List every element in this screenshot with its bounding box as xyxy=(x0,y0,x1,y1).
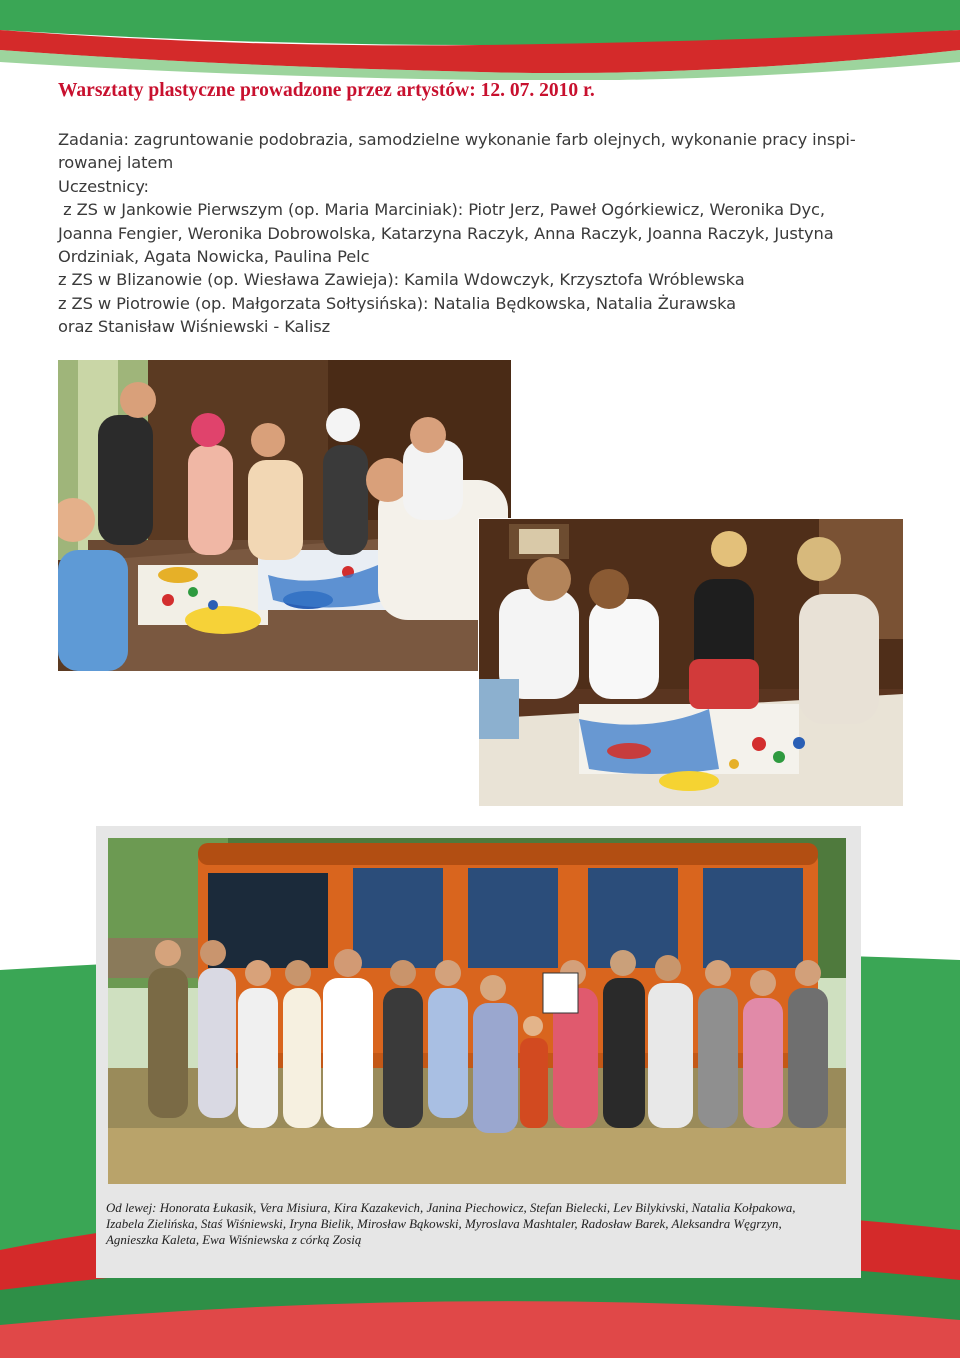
caption-line-3: Agnieszka Kaleta, Ewa Wiśniewska z córką Zosią xyxy=(106,1233,362,1247)
page-heading: Warsztaty plastyczne prowadzone przez artystów: 12. 07. 2010 r. xyxy=(58,80,595,101)
group-photo-bus xyxy=(108,838,846,1184)
participants-label: Uczestnicy: xyxy=(58,176,149,196)
task-line-2: rowanej latem xyxy=(58,153,174,173)
piotrow-line: z ZS w Piotrowie (op. Małgorzata Sołtysińska): Natalia Będkowska, Natalia Żurawska xyxy=(58,293,737,313)
task-line-1: Zadania: zagruntowanie podobrazia, samodzielne wykonanie farb olejnych, wykonanie pracy inspi- xyxy=(58,130,856,149)
top-wave-decoration xyxy=(0,0,960,80)
jankowo-line-2: Joanna Fengier, Weronika Dobrowolska, Katarzyna Raczyk, Anna Raczyk, Joanna Raczyk, Justyna xyxy=(58,223,834,243)
blizanow-line: z ZS w Blizanowie (op. Wiesława Zawieja): Kamila Wdowczyk, Krzysztofa Wróblewska xyxy=(58,270,745,290)
workshop-photo-1 xyxy=(58,360,511,671)
jankowo-line-3: Ordziniak, Agata Nowicka, Paulina Pelc xyxy=(58,247,370,267)
jankowo-line-1: z ZS w Jankowie Pierwszym (op. Maria Marciniak): Piotr Jerz, Paweł Ogórkiewicz, Weronika Dyc, xyxy=(58,200,825,220)
caption-line-1: Od lewej: Honorata Łukasik, Vera Misiura, Kira Kazakevich, Janina Piechowicz, Stefan Bielecki, Lev Bilykivski, Natalia Kołpakowa, xyxy=(106,1201,796,1215)
group-photo-caption xyxy=(106,1200,856,1248)
kalisz-line: oraz Stanisław Wiśniewski - Kalisz xyxy=(58,317,331,337)
workshop-description xyxy=(58,128,903,339)
workshop-photo-2 xyxy=(478,518,904,807)
caption-line-2: Izabela Zielińska, Staś Wiśniewski, Iryna Bielik, Mirosław Bąkowski, Myroslava Mashtaler, Radosław Barek, Aleksandra Węgrzyn, xyxy=(106,1217,782,1231)
